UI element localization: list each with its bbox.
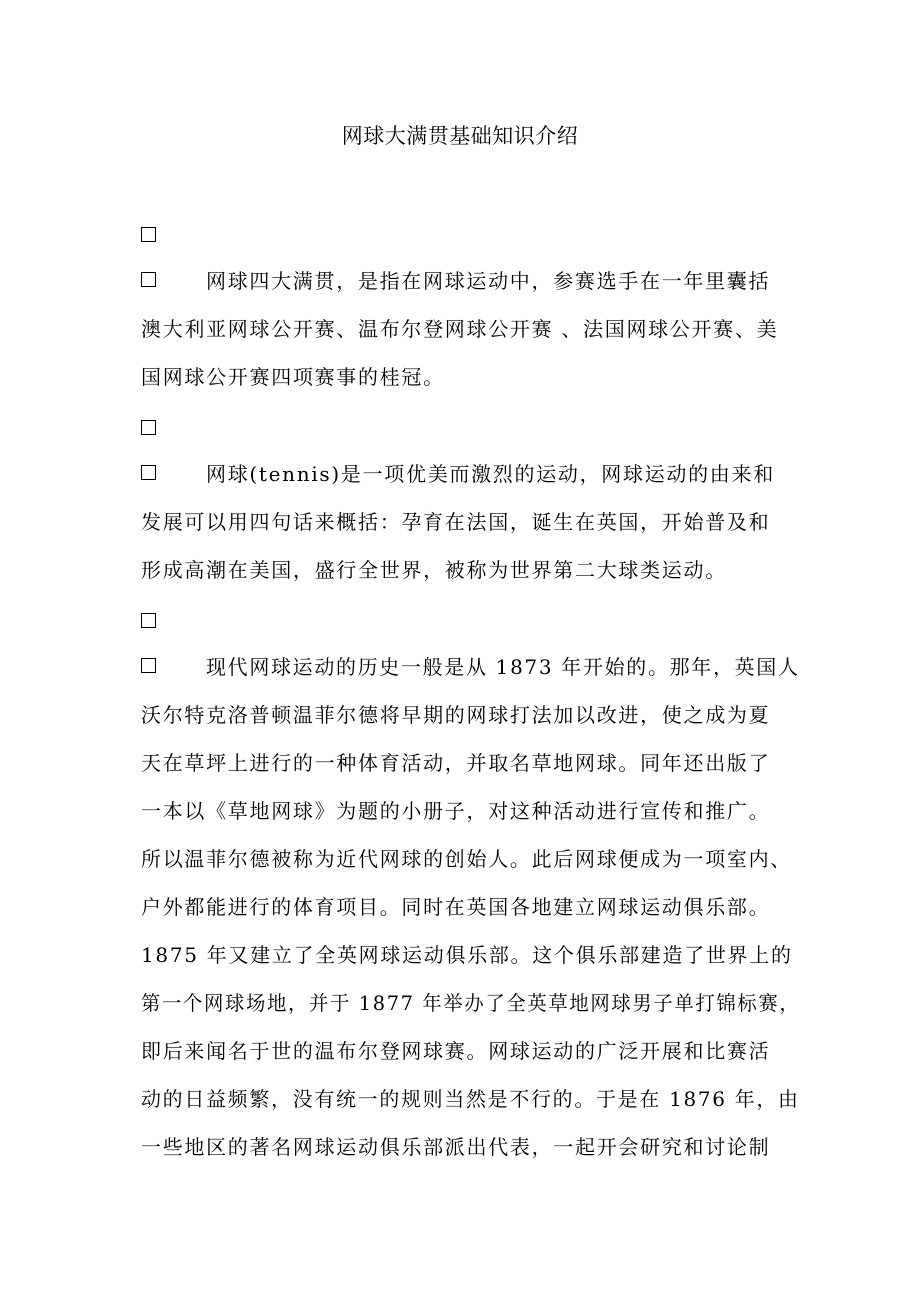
paragraph-line: 发展可以用四句话来概括：孕育在法国，诞生在英国，开始普及和 xyxy=(141,510,771,534)
paragraph-line: 形成高潮在美国，盛行全世界，被称为世界第二大球类运动。 xyxy=(141,558,727,582)
paragraph-line: 天在草坪上进行的一种体育活动，并取名草地网球。同年还出版了 xyxy=(141,751,771,775)
paragraph-line: 现代网球运动的历史一般是从 1873 年开始的。那年，英国人 xyxy=(206,655,800,679)
placeholder-box-icon xyxy=(141,613,156,628)
placeholder-box-icon xyxy=(141,420,156,435)
paragraph-line: 网球(tennis)是一项优美而激烈的运动，网球运动的由来和 xyxy=(206,462,775,486)
placeholder-box-icon xyxy=(141,465,156,480)
paragraph-line: 网球四大满贯，是指在网球运动中，参赛选手在一年里囊括 xyxy=(206,269,771,293)
paragraph-line: 澳大利亚网球公开赛、温布尔登网球公开赛 、法国网球公开赛、美 xyxy=(141,317,779,341)
page-title: 网球大满贯基础知识介绍 xyxy=(341,124,579,148)
paragraph-line: 一些地区的著名网球运动俱乐部派出代表，一起开会研究和讨论制 xyxy=(141,1135,771,1159)
paragraph-line: 户外都能进行的体育项目。同时在英国各地建立网球运动俱乐部。 xyxy=(141,895,771,919)
placeholder-box-icon xyxy=(141,272,156,287)
paragraph-line: 一本以《草地网球》为题的小册子，对这种活动进行宣传和推广。 xyxy=(141,799,771,823)
paragraph-line: 第一个网球场地，并于 1877 年举办了全英草地网球男子单打锦标赛， xyxy=(141,991,801,1015)
paragraph-line: 即后来闻名于世的温布尔登网球赛。网球运动的广泛开展和比赛活 xyxy=(141,1039,771,1063)
paragraph-line: 沃尔特克洛普顿温菲尔德将早期的网球打法加以改进，使之成为夏 xyxy=(141,703,771,727)
paragraph-line: 国网球公开赛四项赛事的桂冠。 xyxy=(141,365,445,389)
placeholder-box-icon xyxy=(141,227,156,242)
placeholder-box-icon xyxy=(141,658,156,673)
paragraph-line: 1875 年又建立了全英网球运动俱乐部。这个俱乐部建造了世界上的 xyxy=(141,943,793,967)
paragraph-line: 所以温菲尔德被称为近代网球的创始人。此后网球便成为一项室内、 xyxy=(141,847,792,871)
paragraph-line: 动的日益频繁，没有统一的规则当然是不行的。于是在 1876 年，由 xyxy=(141,1087,800,1111)
